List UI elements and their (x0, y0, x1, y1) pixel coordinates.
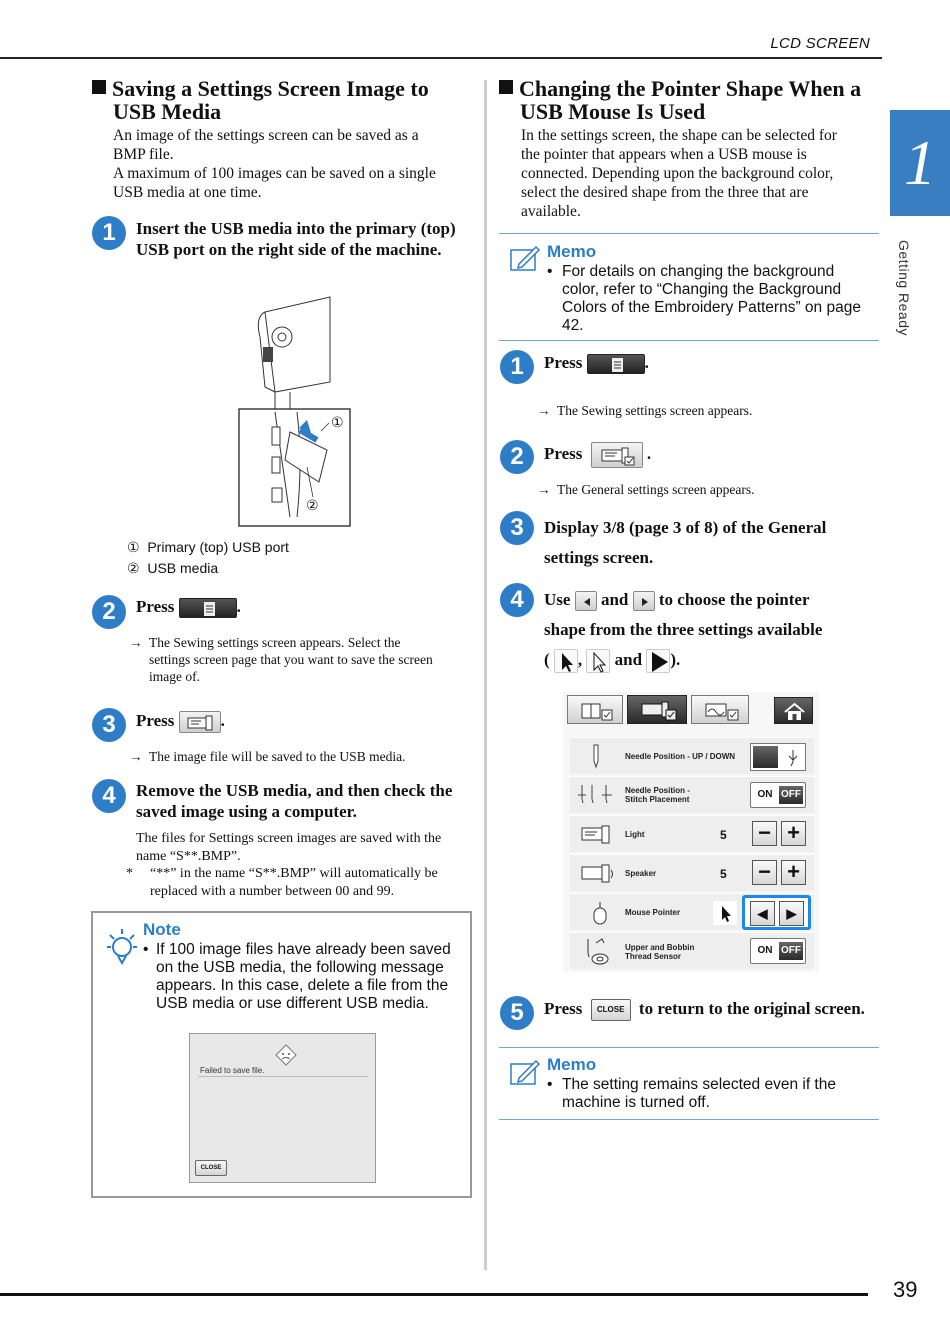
step-line: Display 3/8 (page 3 of 8) of the General (544, 518, 827, 537)
tab-general-settings[interactable] (627, 695, 687, 724)
light-plus-button[interactable]: + (781, 821, 806, 846)
pointer-white-arrow-icon (586, 649, 610, 673)
mouse-icon (584, 900, 614, 926)
step-number: 1 (92, 216, 126, 250)
result-arrow-icon: → (537, 482, 551, 497)
step-word: and (600, 590, 629, 609)
label-line: Thread Sensor (625, 952, 682, 961)
machine-light-icon (580, 824, 614, 846)
setting-row-speaker (570, 854, 814, 891)
note-line: USB media or use different USB media. (156, 995, 429, 1012)
note-line: If 100 image files have already been saved (156, 941, 451, 958)
tab-embroidery-settings[interactable] (691, 695, 749, 724)
memo-pencil-icon (509, 244, 541, 277)
left-section-heading (92, 77, 429, 123)
intro-line: available. (521, 203, 581, 220)
setting-row-mouse-pointer (570, 893, 814, 930)
footnote-line: replaced with a number between 00 and 99. (150, 883, 395, 899)
light-minus-button[interactable]: − (752, 821, 777, 846)
memo-line: For details on changing the background (562, 263, 835, 280)
intro-line: select the desired shape from the three that are (521, 184, 809, 201)
note-title: Note (143, 920, 181, 939)
callout-marker-2: ② (306, 497, 319, 513)
label-line: Needle Position - (625, 786, 690, 795)
step-instruction: Press . (136, 596, 241, 618)
needle-up-option[interactable] (753, 746, 778, 768)
step-line: saved image using a computer. (136, 802, 357, 821)
error-screen-image (189, 1033, 376, 1183)
heading-line-2: USB Mouse Is Used (520, 99, 706, 124)
legend-mark: ① (127, 539, 140, 555)
step-instruction (544, 585, 884, 675)
step-number: 2 (500, 440, 534, 474)
memo-text (547, 1076, 872, 1112)
step-line: Remove the USB media, and then check the (136, 781, 453, 800)
legend-text: Primary (top) USB port (147, 539, 289, 555)
lightbulb-icon (105, 925, 139, 970)
setting-label (625, 943, 694, 961)
speaker-minus-button[interactable]: − (752, 860, 777, 885)
callout-legend (127, 537, 289, 579)
settings-page-button[interactable] (587, 354, 645, 374)
needle-positions-icon (576, 783, 620, 807)
machine-speaker-icon (580, 863, 616, 885)
step-result (537, 481, 755, 498)
label-line: Upper and Bobbin (625, 943, 695, 952)
setting-label (625, 786, 690, 804)
body-line: The files for Settings screen images are saved with the (136, 831, 442, 846)
right-section-heading (499, 77, 861, 123)
divider (198, 1076, 368, 1077)
setting-label: Needle Position - UP / DOWN (625, 752, 736, 761)
step-number: 3 (92, 708, 126, 742)
legend-text: USB media (147, 560, 219, 576)
note-line: on the USB media, the following message (156, 959, 444, 976)
home-button[interactable] (774, 697, 813, 724)
intro-line: A maximum of 100 images can be saved on a single (113, 165, 436, 182)
close-button[interactable]: CLOSE (195, 1160, 227, 1176)
toggle-off[interactable]: OFF (779, 786, 803, 804)
bullet-icon: • (143, 941, 149, 958)
step-line: settings screen. (544, 548, 654, 567)
result-line: The Sewing settings screen appears. (557, 403, 753, 418)
intro-line: the pointer that appears when a USB mouse is (521, 146, 807, 163)
result-line: settings screen page that you want to save the screen (149, 652, 433, 667)
pointer-preview (713, 901, 737, 925)
toggle-on[interactable]: ON (757, 945, 773, 956)
step-result (129, 634, 479, 685)
right-arrow-button[interactable] (633, 591, 655, 611)
left-arrow-button[interactable] (575, 591, 597, 611)
step-instruction (544, 513, 826, 573)
memo-text (547, 263, 872, 335)
press-label: Press (544, 999, 583, 1018)
speaker-plus-button[interactable]: + (781, 860, 806, 885)
memo-pencil-icon (509, 1058, 541, 1091)
step-line: USB port on the right side of the machine. (136, 240, 442, 259)
setting-row-thread-sensor (570, 932, 814, 969)
press-label: Press (544, 443, 583, 463)
error-message: Failed to save file. (200, 1066, 265, 1075)
settings-page-button[interactable] (179, 598, 237, 618)
chapter-tab: 1 (890, 110, 950, 216)
pointer-left-button[interactable]: ◀ (750, 901, 775, 926)
note-text (143, 941, 463, 1013)
result-line: The Sewing settings screen appears. Select the (149, 635, 401, 650)
heading-line-1: Saving a Settings Screen Image to (112, 76, 429, 101)
step-instruction (544, 998, 865, 1021)
step-number: 1 (500, 350, 534, 384)
pointer-right-button[interactable]: ▶ (779, 901, 804, 926)
intro-line: BMP file. (113, 146, 174, 163)
press-label: Press (544, 353, 583, 372)
note-line: appears. In this case, delete a file from the (156, 977, 449, 994)
toggle-on[interactable]: ON (757, 789, 773, 800)
column-divider (484, 80, 487, 1270)
needle-down-icon (783, 748, 803, 768)
memo-title: Memo (547, 242, 597, 261)
running-header: LCD SCREEN (770, 35, 870, 52)
speaker-value: 5 (720, 867, 727, 881)
intro-line: An image of the settings screen can be saved as a (113, 127, 419, 144)
toggle-off[interactable]: OFF (779, 942, 803, 960)
paren: ( (544, 650, 550, 669)
heading-square-icon (499, 80, 513, 94)
step-instruction (544, 442, 651, 468)
callout-marker-1: ① (331, 414, 344, 430)
memo-line: color, refer to “Changing the Background (562, 281, 842, 298)
note-box (91, 911, 472, 1198)
step-result (129, 748, 406, 765)
bullet-icon: • (547, 263, 553, 280)
result-arrow-icon: → (129, 749, 143, 764)
step-word: Use (544, 590, 571, 609)
general-settings-button[interactable] (591, 442, 643, 468)
result-arrow-icon: → (537, 403, 551, 418)
memo-title: Memo (547, 1055, 597, 1074)
press-label: Press (136, 711, 175, 730)
step-instruction: Press . (136, 710, 225, 733)
step-number: 4 (500, 583, 534, 617)
needle-updown-toggle[interactable] (750, 743, 806, 771)
step-rest: to return to the original screen. (638, 999, 865, 1018)
pointer-selector-highlight (742, 895, 811, 930)
memo-line: 42. (562, 317, 584, 334)
setting-label: Speaker (625, 869, 657, 878)
step-instruction (136, 218, 456, 260)
footnote-star: * (126, 866, 133, 881)
sad-face-icon (275, 1044, 297, 1071)
page-number: 39 (893, 1277, 918, 1302)
result-line: image of. (149, 669, 200, 684)
pointer-large-arrow-icon (646, 649, 670, 673)
side-label-text: Getting Ready (896, 240, 912, 336)
comma: , (577, 650, 583, 669)
pointer-black-arrow-icon (713, 901, 737, 925)
setting-row-light (570, 815, 814, 852)
step-result (537, 402, 753, 419)
footnote-line: “**” in the name “S**.BMP” will automatically be (150, 866, 438, 881)
stitch-placement-toggle[interactable] (750, 782, 806, 808)
header-rule (0, 57, 882, 59)
setting-label: Mouse Pointer (625, 908, 681, 917)
close-button[interactable]: CLOSE (591, 999, 631, 1021)
step-line: shape from the three settings available (544, 620, 823, 639)
bullet-icon: • (547, 1076, 553, 1093)
setting-label: Light (625, 830, 645, 839)
step-instruction (136, 780, 452, 822)
step-word: and (614, 650, 643, 669)
step-4-body (126, 830, 476, 900)
heading-line-1: Changing the Pointer Shape When a (519, 76, 862, 101)
step-line: Insert the USB media into the primary (top) (136, 219, 456, 238)
light-value: 5 (720, 828, 727, 842)
step-number: 4 (92, 779, 126, 813)
needle-icon (590, 743, 602, 769)
usb-port-illustration (235, 292, 355, 532)
period: . (646, 443, 652, 463)
result-arrow-icon: → (129, 635, 143, 650)
heading-square-icon (92, 80, 106, 94)
label-line: Stitch Placement (625, 795, 690, 804)
memo-line: Colors of the Embroidery Patterns” on page (562, 299, 861, 316)
result-line: The image file will be saved to the USB media. (149, 749, 406, 764)
save-screen-image-button[interactable] (179, 711, 221, 733)
right-intro (521, 126, 881, 221)
chapter-side-label (896, 240, 926, 410)
intro-line: USB media at one time. (113, 184, 262, 201)
press-label: Press (136, 597, 175, 616)
step-instruction (544, 352, 649, 374)
body-line: name “S**.BMP”. (136, 848, 241, 864)
pointer-black-arrow-icon (554, 649, 578, 673)
step-number: 2 (92, 595, 126, 629)
paren: ). (670, 650, 681, 669)
footer-rule (0, 1293, 868, 1296)
heading-line-2: USB Media (113, 99, 222, 124)
setting-row-needle-up-down (570, 737, 814, 774)
legend-mark: ② (127, 560, 140, 576)
intro-line: connected. Depending upon the background color, (521, 165, 834, 182)
setting-row-stitch-placement (570, 776, 814, 813)
left-intro (113, 126, 478, 202)
step-number: 5 (500, 996, 534, 1030)
thread-sensor-icon (580, 937, 616, 967)
memo-line: The setting remains selected even if the (562, 1076, 836, 1093)
tab-sewing-settings[interactable] (567, 695, 623, 724)
memo-box (499, 233, 879, 341)
step-number: 3 (500, 511, 534, 545)
step-word: to choose the pointer (658, 590, 810, 609)
period: . (644, 353, 649, 372)
result-line: The General settings screen appears. (557, 482, 755, 497)
memo-line: machine is turned off. (562, 1094, 710, 1111)
intro-line: In the settings screen, the shape can be selected for (521, 127, 837, 144)
thread-sensor-toggle[interactable] (750, 938, 806, 964)
memo-box (499, 1047, 879, 1120)
